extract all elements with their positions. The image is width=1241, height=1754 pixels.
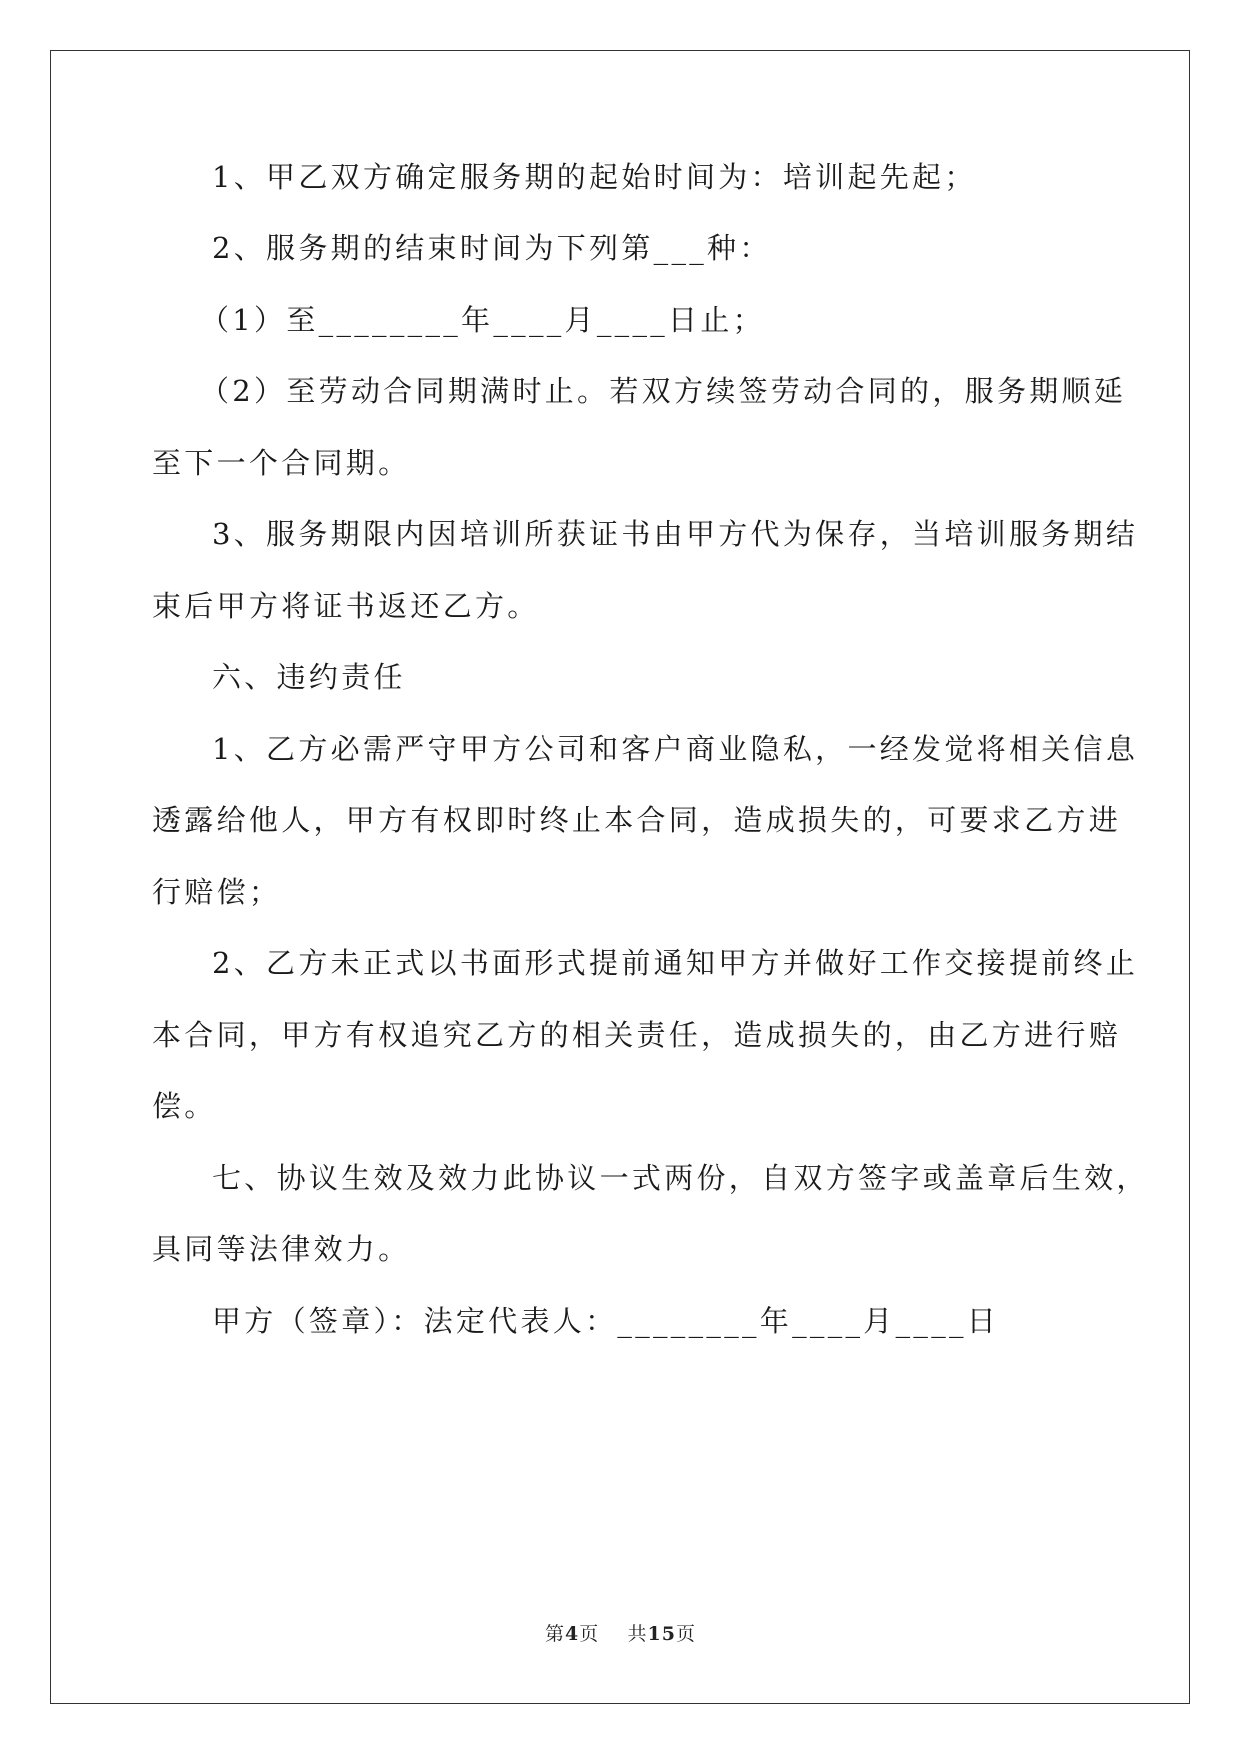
footer-prefix: 第: [545, 1623, 566, 1645]
clause-6-1: 1、乙方必需严守甲方公司和客户商业隐私，一经发觉将相关信息: [212, 732, 1139, 766]
clause-5-2: 2、服务期的结束时间为下列第___种：: [212, 231, 772, 265]
footer-total-suffix: 页: [675, 1623, 696, 1645]
clause-5-2-option2: （2）至劳动合同期满时止。若双方续签劳动合同的，服务期顺延: [200, 374, 1127, 408]
footer-total-prefix: 共: [627, 1623, 648, 1645]
footer-page-suffix: 页: [579, 1623, 600, 1645]
clause-6-2-end: 偿。: [152, 1089, 217, 1123]
section-6-heading: 六、违约责任: [212, 660, 406, 694]
current-page-number: 4: [565, 1623, 580, 1645]
page-footer: [0, 1619, 1241, 1646]
clause-5-1: 1、甲乙双方确定服务期的起始时间为：培训起先起；: [212, 160, 977, 194]
clause-5-3: 3、服务期限内因培训所获证书由甲方代为保存，当培训服务期结: [212, 517, 1139, 551]
clause-5-2-option2-cont: 至下一个合同期。: [152, 446, 411, 480]
section-7: 七、协议生效及效力此协议一式两份，自双方签字或盖章后生效，: [212, 1161, 1149, 1195]
section-7-cont: 具同等法律效力。: [152, 1232, 411, 1266]
total-page-count: 15: [647, 1623, 676, 1645]
clause-5-3-cont: 束后甲方将证书返还乙方。: [152, 589, 540, 623]
clause-6-1-end: 行赔偿；: [152, 875, 282, 909]
clause-6-2: 2、乙方未正式以书面形式提前通知甲方并做好工作交接提前终止: [212, 946, 1139, 980]
clause-6-2-cont: 本合同，甲方有权追究乙方的相关责任，造成损失的，由乙方进行赔: [152, 1018, 1122, 1052]
clause-6-1-cont: 透露给他人，甲方有权即时终止本合同，造成损失的，可要求乙方进: [152, 803, 1122, 837]
signature-line: 甲方（签章）：法定代表人：________年____月____日: [212, 1304, 1000, 1338]
clause-5-2-option1: （1）至________年____月____日止；: [200, 303, 765, 337]
